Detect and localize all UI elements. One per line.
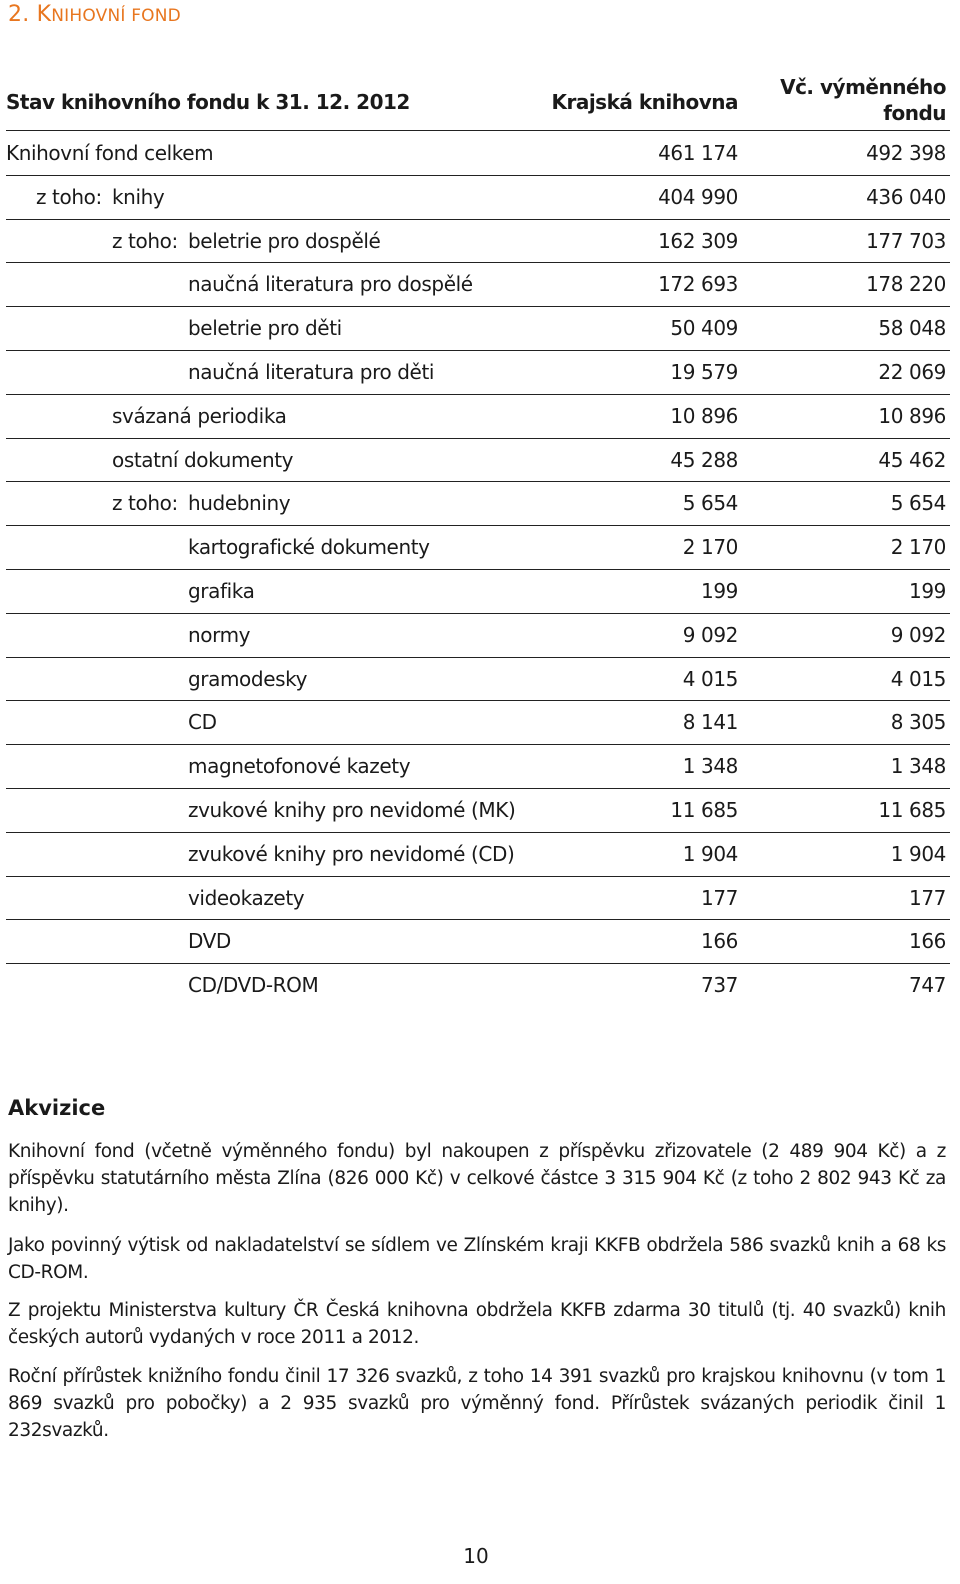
row-prefix: z toho: bbox=[36, 184, 102, 209]
table-row bbox=[6, 614, 950, 658]
table-row bbox=[6, 482, 950, 526]
page-number: 10 bbox=[463, 1544, 489, 1568]
row-value-krajska: 404 990 bbox=[658, 184, 738, 209]
row-value-krajska: 1 348 bbox=[682, 754, 738, 779]
row-value-vymenny: 178 220 bbox=[866, 272, 946, 297]
row-label: beletrie pro dospělé bbox=[188, 228, 381, 253]
row-value-krajska: 737 bbox=[701, 973, 738, 998]
row-value-krajska: 2 170 bbox=[682, 535, 738, 560]
row-value-krajska: 9 092 bbox=[682, 622, 738, 647]
table-row bbox=[6, 789, 950, 833]
header-vymenny-line1: Vč. výměnného bbox=[780, 75, 946, 99]
row-prefix: z toho: bbox=[112, 228, 178, 253]
header-vymenny-line2: fondu bbox=[883, 101, 946, 125]
row-label: DVD bbox=[188, 929, 231, 954]
row-label: grafika bbox=[188, 578, 255, 603]
table-row bbox=[6, 439, 950, 483]
table-row bbox=[6, 220, 950, 264]
table-row bbox=[6, 263, 950, 307]
row-value-vymenny: 492 398 bbox=[866, 141, 946, 165]
section-title-initial: K bbox=[36, 2, 52, 27]
header-vymenny bbox=[766, 74, 946, 126]
table-row bbox=[6, 701, 950, 745]
row-label: zvukové knihy pro nevidomé (CD) bbox=[188, 841, 515, 866]
row-value-krajska: 172 693 bbox=[658, 272, 738, 297]
row-value-vymenny: 11 685 bbox=[878, 797, 946, 822]
row-value-vymenny: 1 348 bbox=[890, 754, 946, 779]
table-row bbox=[6, 351, 950, 395]
row-label: videokazety bbox=[188, 885, 305, 910]
row-value-vymenny: 199 bbox=[909, 578, 946, 603]
section-title-rest: NIHOVNÍ FOND bbox=[51, 6, 181, 26]
table-row bbox=[6, 920, 950, 964]
row-value-vymenny: 8 305 bbox=[890, 710, 946, 735]
row-value-krajska: 177 bbox=[701, 885, 738, 910]
row-value-krajska: 162 309 bbox=[658, 228, 738, 253]
table-row bbox=[6, 176, 950, 220]
row-value-vymenny: 4 015 bbox=[890, 666, 946, 691]
table-row bbox=[6, 833, 950, 877]
row-prefix: z toho: bbox=[112, 491, 178, 516]
fund-table bbox=[6, 132, 950, 1007]
row-label: svázaná periodika bbox=[112, 403, 287, 428]
row-label: normy bbox=[188, 622, 251, 647]
row-value-vymenny: 166 bbox=[909, 929, 946, 954]
row-label: CD bbox=[188, 710, 217, 735]
header-krajska: Krajská knihovna bbox=[551, 90, 738, 114]
row-value-krajska: 199 bbox=[701, 578, 738, 603]
table-row bbox=[6, 526, 950, 570]
row-label: gramodesky bbox=[188, 666, 308, 691]
table-header bbox=[6, 74, 950, 131]
row-value-vymenny: 45 462 bbox=[878, 447, 946, 472]
row-value-krajska: 50 409 bbox=[670, 316, 738, 341]
row-label: CD/DVD-ROM bbox=[188, 973, 319, 998]
table-row bbox=[6, 307, 950, 351]
row-label: Knihovní fond celkem bbox=[6, 141, 214, 165]
row-value-vymenny: 10 896 bbox=[878, 403, 946, 428]
row-value-krajska: 11 685 bbox=[670, 797, 738, 822]
row-label: magnetofonové kazety bbox=[188, 754, 411, 779]
row-value-vymenny: 177 703 bbox=[866, 228, 946, 253]
akvizice-paragraph-2: Jako povinný výtisk od nakladatelství se sídlem ve Zlínském kraji KKFB obdržela 586 svazků knih a 68 ks CD-ROM. bbox=[8, 1235, 946, 1283]
row-value-krajska: 10 896 bbox=[670, 403, 738, 428]
table-row bbox=[6, 658, 950, 702]
row-value-krajska: 1 904 bbox=[682, 841, 738, 866]
row-value-krajska: 45 288 bbox=[670, 447, 738, 472]
table-row bbox=[6, 745, 950, 789]
row-label: beletrie pro děti bbox=[188, 316, 342, 341]
row-label: hudebniny bbox=[188, 491, 291, 516]
akvizice-paragraph-3: Z projektu Ministerstva kultury ČR Česká knihovna obdržela KKFB zdarma 30 titulů (tj. 40 svazků) knih českých autorů vydaných v roce 2011 a 2012. bbox=[8, 1300, 946, 1348]
table-row bbox=[6, 570, 950, 614]
row-label: naučná literatura pro dospělé bbox=[188, 272, 473, 297]
row-value-vymenny: 436 040 bbox=[866, 184, 946, 209]
row-label: naučná literatura pro děti bbox=[188, 359, 435, 384]
row-value-krajska: 19 579 bbox=[670, 359, 738, 384]
row-value-vymenny: 22 069 bbox=[878, 359, 946, 384]
table-row bbox=[6, 132, 950, 176]
row-value-vymenny: 58 048 bbox=[878, 316, 946, 341]
table-row bbox=[6, 964, 950, 1007]
akvizice-paragraph-1: Knihovní fond (včetně výměnného fondu) byl nakoupen z příspěvku zřizovatele (2 489 904 Kč) a z příspěvku statutárního města Zlína (826 000 Kč) v celkové částce 3 315 904 Kč (z toho 2 802 943 Kč za knihy). bbox=[8, 1141, 946, 1216]
row-value-krajska: 8 141 bbox=[682, 710, 738, 735]
section-heading bbox=[8, 2, 181, 27]
row-label: knihy bbox=[112, 184, 165, 209]
row-value-vymenny: 1 904 bbox=[890, 841, 946, 866]
akvizice-heading: Akvizice bbox=[8, 1096, 106, 1120]
row-value-vymenny: 9 092 bbox=[890, 622, 946, 647]
row-label: kartografické dokumenty bbox=[188, 535, 430, 560]
table-row bbox=[6, 395, 950, 439]
row-value-vymenny: 2 170 bbox=[890, 535, 946, 560]
row-value-krajska: 166 bbox=[701, 929, 738, 954]
section-number: 2. bbox=[8, 2, 30, 27]
row-value-vymenny: 5 654 bbox=[890, 491, 946, 516]
row-value-krajska: 5 654 bbox=[682, 491, 738, 516]
header-stav: Stav knihovního fondu k 31. 12. 2012 bbox=[6, 90, 410, 114]
akvizice-paragraph-4: Roční přírůstek knižního fondu činil 17 326 svazků, z toho 14 391 svazků pro krajskou knihovnu (v tom 1 869 svazků pro pobočky) a 2 935 svazků pro výměnný fond. Přírůstek svázaných periodik činil 1 232svazků. bbox=[8, 1366, 946, 1441]
table-row bbox=[6, 877, 950, 921]
row-value-krajska: 4 015 bbox=[682, 666, 738, 691]
row-value-vymenny: 747 bbox=[909, 973, 946, 998]
row-label: ostatní dokumenty bbox=[112, 447, 294, 472]
row-value-krajska: 461 174 bbox=[658, 141, 738, 165]
row-label: zvukové knihy pro nevidomé (MK) bbox=[188, 797, 516, 822]
row-value-vymenny: 177 bbox=[909, 885, 946, 910]
